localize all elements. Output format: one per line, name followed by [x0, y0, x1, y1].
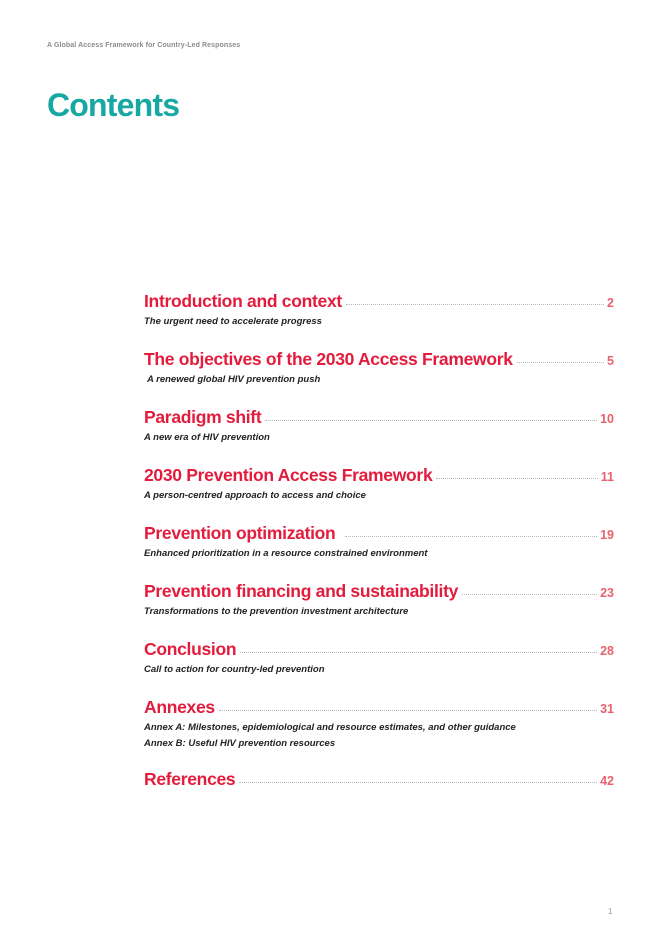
toc-page-number[interactable]: 5 — [607, 354, 614, 368]
toc-entry-subtitle: The urgent need to accelerate progress — [144, 316, 322, 327]
toc-page-number[interactable]: 19 — [600, 528, 614, 542]
toc-page-number[interactable]: 31 — [600, 702, 614, 716]
toc-entry-title[interactable]: Conclusion — [144, 639, 237, 659]
toc-entry-title[interactable]: Prevention financing and sustainability — [144, 581, 459, 601]
toc-row — [144, 406, 614, 430]
toc-row — [144, 290, 614, 314]
toc-page-number[interactable]: 10 — [600, 412, 614, 426]
dotted-leader — [265, 420, 597, 421]
toc-row — [144, 348, 614, 372]
toc-entry-references[interactable] — [144, 768, 614, 792]
toc-row — [144, 580, 614, 604]
dotted-leader — [219, 710, 597, 711]
toc-row — [144, 464, 614, 488]
toc-entry-subtitle: Call to action for country-led prevention — [144, 664, 325, 675]
dotted-leader — [240, 652, 597, 653]
running-header: A Global Access Framework for Country-Led Responses — [47, 42, 241, 49]
toc-row — [144, 638, 614, 662]
toc-page-number[interactable]: 42 — [600, 774, 614, 788]
toc-row — [144, 768, 614, 792]
toc-entry-subtitle: A new era of HIV prevention — [144, 432, 270, 443]
toc-entry-annexes[interactable] — [144, 696, 614, 752]
toc-entry-subtitle: A renewed global HIV prevention push — [147, 374, 321, 385]
dotted-leader — [239, 782, 597, 783]
toc-entry-conclusion[interactable] — [144, 638, 614, 678]
dotted-leader — [346, 304, 604, 305]
toc-entry-paradigm-shift[interactable] — [144, 406, 614, 446]
toc-entry-prevention-access-framework[interactable] — [144, 464, 614, 504]
toc-entry-title[interactable]: The objectives of the 2030 Access Framework — [144, 349, 513, 369]
toc-entry-objectives[interactable] — [144, 348, 614, 388]
toc-entry-title[interactable]: Prevention optimization — [144, 523, 336, 543]
toc-entry-prevention-financing[interactable] — [144, 580, 614, 620]
toc-page-number[interactable]: 23 — [600, 586, 614, 600]
dotted-leader — [436, 478, 597, 479]
toc-entry-title[interactable]: References — [144, 769, 236, 789]
toc-row — [144, 522, 614, 546]
toc-page-number[interactable]: 28 — [600, 644, 614, 658]
toc-entry-subtitle: Annex B: Useful HIV prevention resources — [144, 738, 336, 749]
dotted-leader — [462, 594, 597, 595]
page-title: Contents — [47, 87, 180, 123]
toc-entry-title[interactable]: Paradigm shift — [144, 407, 262, 427]
footer-page-number: 1 — [608, 907, 613, 916]
toc-entry-subtitle: Enhanced prioritization in a resource constrained environment — [144, 548, 428, 559]
dotted-leader — [517, 362, 604, 363]
toc-entry-subtitle: Annex A: Milestones, epidemiological and resource estimates, and other guidance — [144, 722, 516, 733]
toc-entry-introduction[interactable] — [144, 290, 614, 330]
toc-row — [144, 696, 614, 720]
toc-entry-title[interactable]: Introduction and context — [144, 291, 342, 311]
toc-entry-subtitle: Transformations to the prevention investment architecture — [144, 606, 409, 617]
toc-entry-prevention-optimization[interactable] — [144, 522, 614, 562]
toc-entry-subtitle: A person-centred approach to access and choice — [144, 490, 366, 501]
toc-entry-title[interactable]: Annexes — [144, 697, 215, 717]
toc-entry-title[interactable]: 2030 Prevention Access Framework — [144, 465, 433, 485]
dotted-leader — [345, 536, 597, 537]
toc-page-number[interactable]: 11 — [600, 470, 614, 484]
toc-page-number[interactable]: 2 — [607, 296, 614, 310]
